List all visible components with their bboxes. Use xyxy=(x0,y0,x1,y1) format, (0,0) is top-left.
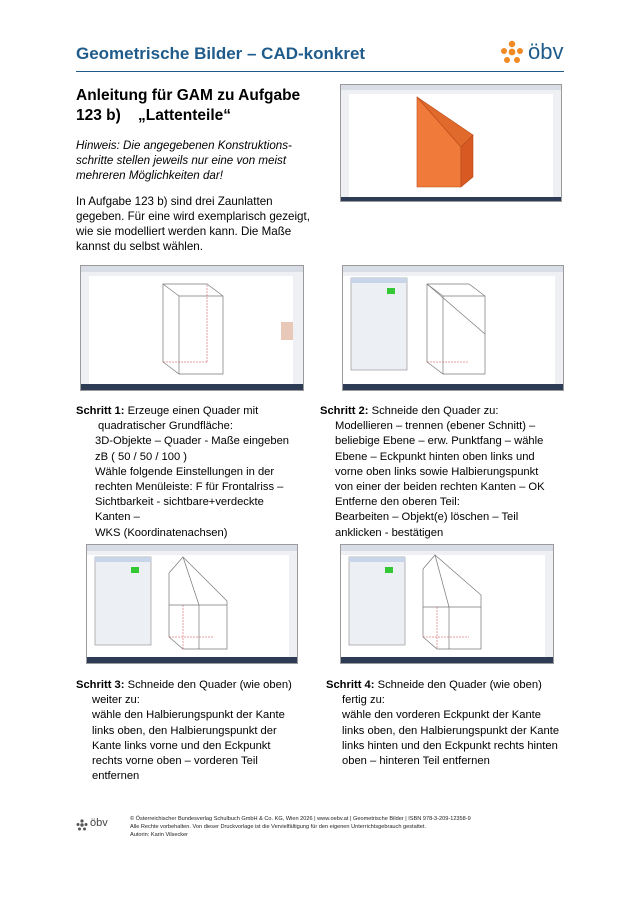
step-line: Entferne den oberen Teil: xyxy=(335,496,460,509)
heading-line-2: 123 b) „Lattenteile“ xyxy=(76,107,232,124)
step-first-line: Schneide den Quader (wie oben) xyxy=(124,679,292,691)
step-3-text xyxy=(76,678,326,784)
screenshot-step-3 xyxy=(86,544,298,664)
footer-line: © Österreichischer Bundesverlag Schulbuch GmbH & Co. KG, Wien 2026 | www.oebv.at | Geometrische Bilder | ISBN 978-3-209-12358-9 xyxy=(130,816,471,822)
step-line: zB ( 50 / 50 / 100 ) xyxy=(95,450,188,463)
step-line: Bearbeiten – Objekt(e) löschen – Teil xyxy=(335,511,519,524)
hint-line: Hinweis: Die angegebenen Konstruktions- xyxy=(76,139,292,152)
header-rule xyxy=(76,71,564,72)
footer-line: Autorin: Karin Vilsecker xyxy=(130,832,189,838)
step-first-line: Schneide den Quader (wie oben) xyxy=(374,679,542,691)
step-label: Schritt 3: xyxy=(76,679,125,691)
hint-line: schritte stellen jeweils nur eine von meist xyxy=(76,154,287,167)
screenshot-step-4 xyxy=(340,544,554,664)
step-line: vorne oben links sowie Halbierungspunkt xyxy=(335,465,539,478)
step-line: WKS (Koordinatenachsen) xyxy=(95,526,228,539)
screenshot-final-model xyxy=(340,84,562,202)
hint-line: mehreren Möglichkeiten dar! xyxy=(76,169,223,182)
step-line: Sichtbarkeit - sichtbare+verdeckte xyxy=(95,496,264,509)
step-line: links hinten und den Eckpunkt rechts hinten xyxy=(342,739,558,752)
header-title: Geometrische Bilder – CAD-konkret xyxy=(76,44,366,63)
step-line: wähle den Halbierungspunkt der Kante xyxy=(92,709,285,722)
step-line: quadratischer Grundfläche: xyxy=(98,420,233,433)
step-label: Schritt 4: xyxy=(326,679,375,691)
step-line: links oben, den Halbierungspunkt der xyxy=(92,724,277,737)
intro-line: kannst du selbst wählen. xyxy=(76,240,203,253)
step-line: links oben, den Halbierungspunkt der Kante xyxy=(342,724,560,737)
oebv-star-icon xyxy=(76,819,88,831)
hint-text xyxy=(76,138,326,183)
step-line: weiter zu: xyxy=(92,694,140,707)
step-line: entfernen xyxy=(92,770,140,783)
intro-line: gegeben. Für eine wird exemplarisch gezeigt, xyxy=(76,210,310,223)
footer-line: Alle Rechte vorbehalten. Von dieser Druckvorlage ist die Vervielfältigung für den eigenen Unterrichtsgebrauch gestattet. xyxy=(130,824,427,830)
step-line: Kanten – xyxy=(95,511,140,524)
step-line: Kante links vorne und den Eckpunkt xyxy=(92,739,271,752)
screenshot-step-1 xyxy=(80,265,304,391)
step-line: beliebige Ebene – erw. Punktfang – wähle xyxy=(335,435,544,448)
step-label: Schritt 1: xyxy=(76,405,125,417)
logo-text: öbv xyxy=(528,39,564,64)
screenshot-step-2 xyxy=(342,265,564,391)
step-label: Schritt 2: xyxy=(320,405,369,417)
page-heading xyxy=(76,86,326,126)
step-first-line: Schneide den Quader zu: xyxy=(368,405,499,417)
step-line: 3D-Objekte – Quader - Maße eingeben xyxy=(95,435,290,448)
step-line: von einer der beiden rechten Kanten – OK xyxy=(335,481,545,494)
footer-text xyxy=(130,815,471,839)
step-line: rechts vorne oben – vorderen Teil xyxy=(92,755,258,768)
step-line: anklicken - bestätigen xyxy=(335,526,444,539)
step-line: wähle den vorderen Eckpunkt der Kante xyxy=(342,709,542,722)
intro-text xyxy=(76,194,336,254)
step-line: Modellieren – trennen (ebener Schnitt) – xyxy=(335,420,536,433)
step-line: Ebene – Eckpunkt hinten oben links und xyxy=(335,450,535,463)
intro-line: In Aufgabe 123 b) sind drei Zaunlatten xyxy=(76,195,273,208)
oebv-logo xyxy=(500,40,566,66)
step-2-text xyxy=(320,404,570,541)
step-line: rechten Menüleiste: F für Frontalriss – xyxy=(95,481,284,494)
step-line: fertig zu: xyxy=(342,694,385,707)
step-line: Wähle folgende Einstellungen in der xyxy=(95,465,275,478)
heading-line-1: Anleitung für GAM zu Aufgabe xyxy=(76,87,301,104)
step-line: oben – hinteren Teil entfernen xyxy=(342,755,490,768)
step-1-text xyxy=(76,404,326,541)
oebv-star-icon xyxy=(500,40,524,64)
intro-line: wie sie modelliert werden kann. Die Maße xyxy=(76,225,292,238)
step-first-line: Erzeuge einen Quader mit xyxy=(124,405,259,417)
step-4-text xyxy=(326,678,576,769)
footer-logo xyxy=(76,818,116,832)
footer-logo-text: öbv xyxy=(90,817,108,829)
